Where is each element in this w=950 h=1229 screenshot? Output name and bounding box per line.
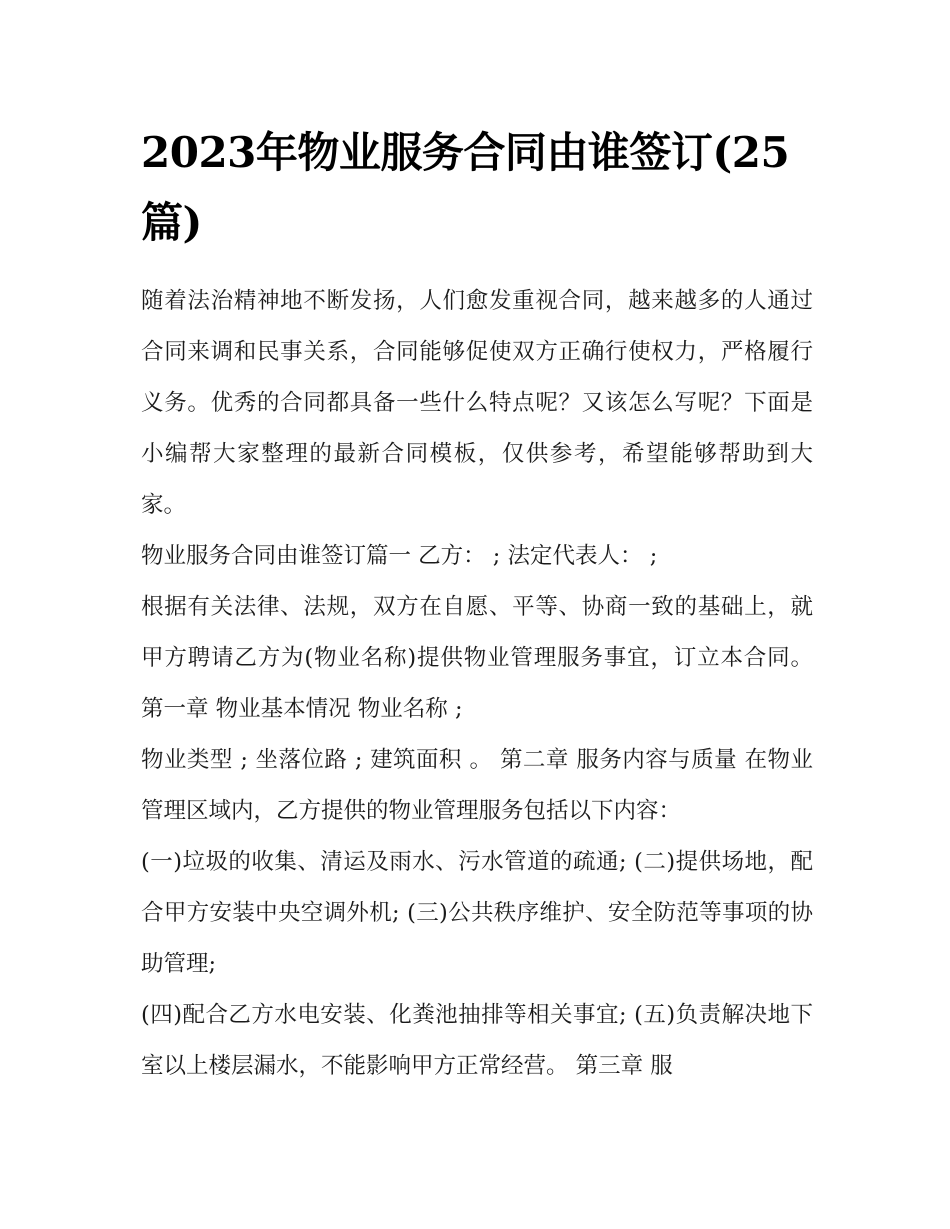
contract-basis-paragraph: 根据有关法律、法规，双方在自愿、平等、协商一致的基础上，就甲方聘请乙方为(物业名称)提供物业管理服务事宜，订立本合同。 第一章 物业基本情况 物业名称 ; bbox=[141, 594, 813, 722]
service-items-paragraph-1: (一)垃圾的收集、清运及雨水、污水管道的疏通; (二)提供场地，配合甲方安装中央空调外机; (三)公共秩序维护、安全防范等事项的协助管理; bbox=[141, 849, 813, 977]
contract-parties-paragraph: 物业服务合同由谁签订篇一 乙方： ; 法定代表人： ; bbox=[141, 543, 658, 569]
document-title: 2023年物业服务合同由谁签订(25篇) bbox=[141, 128, 790, 247]
intro-paragraph: 随着法治精神地不断发扬，人们愈发重视合同，越来越多的人通过合同来调和民事关系，合同能够促使双方正确行使权力，严格履行义务。优秀的合同都具备一些什么特点呢？又该怎么写呢？下面是小编帮大家整理的最新合同模板，仅供参考，希望能够帮助到大家。 bbox=[141, 288, 813, 518]
property-info-paragraph: 物业类型 ; 坐落位路 ; 建筑面积 。 第二章 服务内容与质量 在物业管理区域内，乙方提供的物业管理服务包括以下内容： bbox=[141, 747, 813, 824]
document-page bbox=[141, 118, 813, 1092]
service-items-paragraph-2: (四)配合乙方水电安装、化粪池抽排等相关事宜; (五)负责解决地下室以上楼层漏水，不能影响甲方正常经营。 第三章 服 bbox=[141, 1002, 813, 1079]
